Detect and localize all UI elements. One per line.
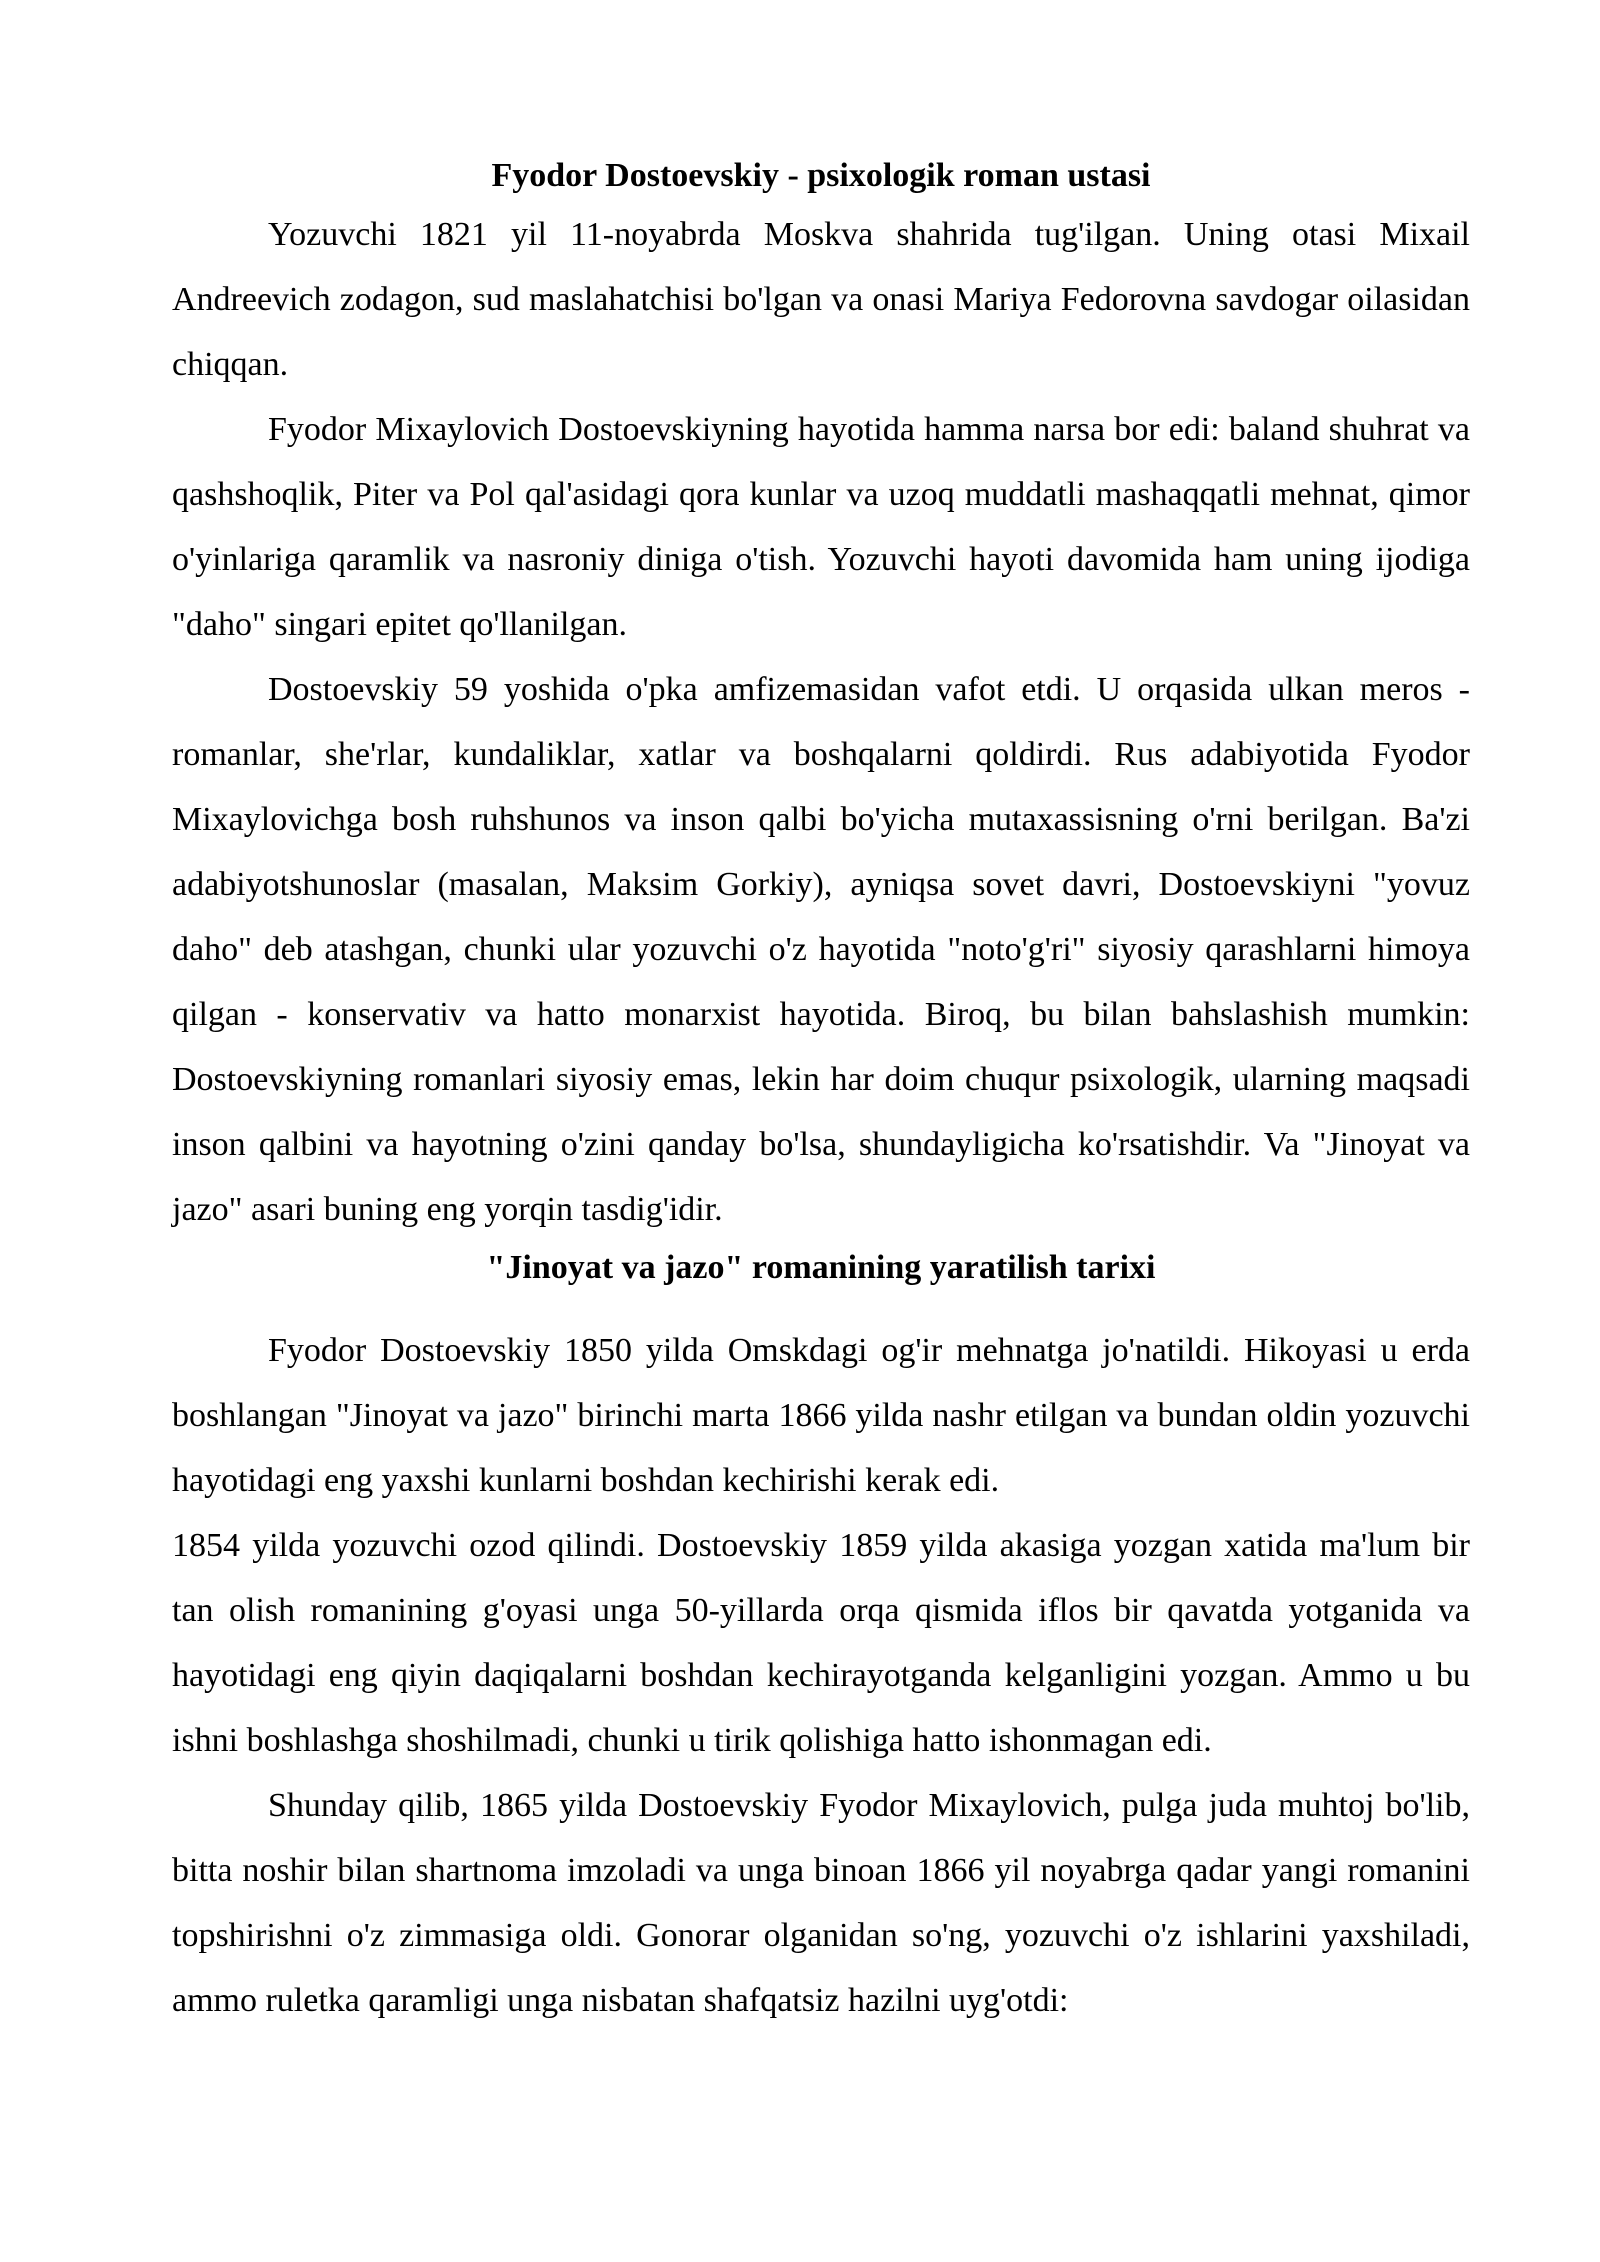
paragraph-release: 1854 yilda yozuvchi ozod qilindi. Dostoevskiy 1859 yilda akasiga yozgan xatida ma'lum bir tan olish romanining g'oyasi unga 50-yillarda orqa qismida iflos bir qavatda yotganida va hayotidagi eng qiyin daqiqalarni boshdan kechirayotganda kelganligini yozgan. Ammo u bu ishni boshlashga shoshilmadi, chunki u tirik qolishiga hatto ishonmagan edi. xyxy=(172,1527,1470,1759)
paragraph-omsk: Fyodor Dostoevskiy 1850 yilda Omskdagi og'ir mehnatga jo'natildi. Hikoyasi u erda boshlangan "Jinoyat va jazo" birinchi marta 1866 yilda nashr etilgan va bundan oldin yozuvchi hayotidagi eng yaxshi kunlarni boshdan kechirishi kerak edi. xyxy=(172,1332,1470,1499)
paragraph-legacy: Dostoevskiy 59 yoshida o'pka amfizemasidan vafot etdi. U orqasida ulkan meros - romanlar, she'rlar, kundaliklar, xatlar va boshqalarni qoldirdi. Rus adabiyotida Fyodor Mixaylovichga bosh ruhshunos va inson qalbi bo'yicha mutaxassisning o'rni berilgan. Ba'zi adabiyotshunoslar (masalan, Maksim Gorkiy), ayniqsa sovet davri, Dostoevskiyni "yovuz daho" deb atashgan, chunki ular yozuvchi o'z hayotida "noto'g'ri" siyosiy qarashlarni himoya qilgan - konservativ va hatto monarxist hayotida. Biroq, bu bilan bahslashish mumkin: Dostoevskiyning romanlari siyosiy emas, lekin har doim chuqur psixologik, ularning maqsadi inson qalbini va hayotning o'zini qanday bo'lsa, shundayligicha ko'rsatishdir. Va "Jinoyat va jazo" asari buning eng yorqin tasdig'idir. xyxy=(172,671,1470,1228)
paragraph-birth: Yozuvchi 1821 yil 11-noyabrda Moskva shahrida tug'ilgan. Uning otasi Mixail Andreevich zodagon, sud maslahatchisi bo'lgan va onasi Mariya Fedorovna savdogar oilasidan chiqqan. xyxy=(172,216,1470,383)
document-body xyxy=(172,150,1470,2033)
paragraph-life: Fyodor Mixaylovich Dostoevskiyning hayotida hamma narsa bor edi: baland shuhrat va qashshoqlik, Piter va Pol qal'asidagi qora kunlar va uzoq muddatli mashaqqatli mehnat, qimor o'yinlariga qaramlik va nasroniy diniga o'tish. Yozuvchi hayoti davomida ham uning ijodiga "daho" singari epitet qo'llanilgan. xyxy=(172,411,1470,643)
document-title: Fyodor Dostoevskiy - psixologik roman ustasi xyxy=(491,157,1151,194)
section-heading: "Jinoyat va jazo" romanining yaratilish tarixi xyxy=(486,1249,1156,1286)
paragraph-contract: Shunday qilib, 1865 yilda Dostoevskiy Fyodor Mixaylovich, pulga juda muhtoj bo'lib, bitta noshir bilan shartnoma imzoladi va unga binoan 1866 yil noyabrga qadar yangi romanini topshirishni o'z zimmasiga oldi. Gonorar olganidan so'ng, yozuvchi o'z ishlarini yaxshiladi, ammo ruletka qaramligi unga nisbatan shafqatsiz hazilni uyg'otdi: xyxy=(172,1787,1470,2019)
